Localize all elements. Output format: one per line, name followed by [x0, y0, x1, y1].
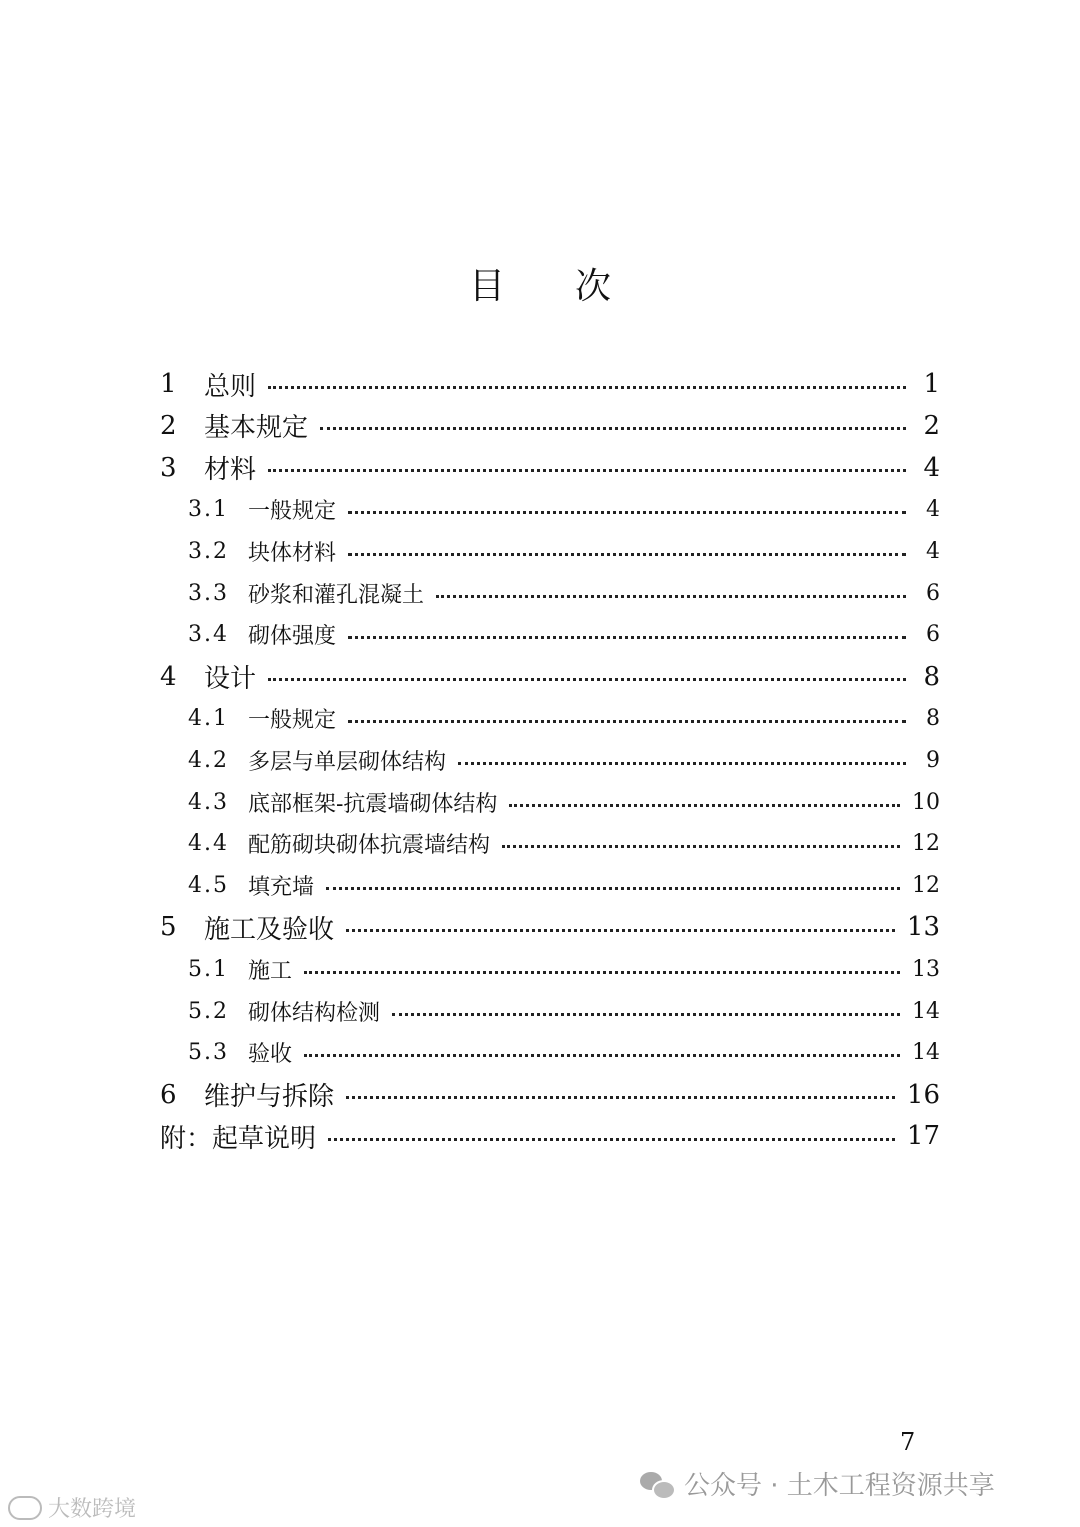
toc-entry-label: 施工及验收: [204, 914, 335, 945]
toc-entry[interactable]: [160, 740, 940, 780]
toc-entry-page: 6: [926, 622, 940, 648]
toc-entry[interactable]: [160, 866, 940, 906]
toc-entry[interactable]: [160, 991, 940, 1031]
toc-entry-page: 1: [923, 369, 940, 399]
toc-leader-dots: [304, 969, 900, 974]
toc-entry-page: 12: [912, 873, 940, 899]
toc-entry-label: 配筋砌块砌体抗震墙结构: [248, 833, 491, 859]
toc-entry-page: 4: [926, 496, 940, 522]
toc-entry-page: 16: [906, 1079, 940, 1110]
toc-entry-label: 砌体强度: [248, 624, 337, 650]
toc-leader-dots: [509, 802, 900, 807]
toc-entry-label: 砌体结构检测: [248, 1000, 381, 1026]
toc-leader-dots: [348, 634, 906, 639]
toc-leader-dots: [346, 927, 895, 932]
toc-leader-dots: [326, 885, 900, 890]
toc-entry-label: 维护与拆除: [204, 1082, 335, 1113]
toc-entry[interactable]: [160, 1033, 940, 1073]
toc-entry-page: 8: [926, 705, 940, 731]
toc-entry[interactable]: [160, 615, 940, 655]
toc-entry-number: 3.1: [188, 496, 229, 522]
toc-leader-dots: [502, 843, 900, 848]
toc-leader-dots: [348, 509, 906, 514]
toc-entry[interactable]: [160, 364, 940, 404]
brand-text: 大数跨境: [48, 1497, 137, 1522]
toc-entry-number: 4: [160, 661, 177, 692]
toc-entry-page: 13: [912, 956, 940, 982]
toc-leader-dots: [320, 425, 906, 430]
toc-entry-number: 3: [160, 452, 177, 483]
toc-entry-number: 3.2: [188, 538, 229, 564]
watermark: [640, 1465, 995, 1502]
toc-entry-page: 13: [906, 912, 940, 943]
toc-leader-dots: [328, 1136, 895, 1141]
toc-entry[interactable]: [160, 782, 940, 822]
toc-entry-label: 施工: [248, 958, 293, 984]
toc-leader-dots: [304, 1052, 900, 1057]
toc-entry[interactable]: [160, 949, 940, 989]
toc-entry[interactable]: [160, 698, 940, 738]
toc-entry-page: 12: [912, 831, 940, 857]
toc-entry-label: 砂浆和灌孔混凝土: [248, 582, 425, 608]
toc-entry[interactable]: [160, 1075, 940, 1115]
toc-entry-label: 一般规定: [248, 498, 337, 524]
toc-entry-number: 3.4: [188, 622, 229, 648]
toc-entry-page: 6: [926, 580, 940, 606]
toc-leader-dots: [268, 467, 906, 472]
toc-entry-label: 填充墙: [248, 875, 315, 901]
toc-entry-number: 3.3: [188, 580, 229, 606]
toc-leader-dots: [346, 1094, 895, 1099]
brand-logo-icon: [8, 1496, 42, 1520]
toc-leader-dots: [392, 1011, 900, 1016]
toc-entry-label: 验收: [248, 1042, 293, 1068]
toc-entry-label: 基本规定: [204, 413, 309, 444]
toc-entry-page: 14: [912, 998, 940, 1024]
page-number: 7: [900, 1428, 916, 1456]
toc-entry[interactable]: [160, 907, 940, 947]
toc-leader-dots: [348, 718, 906, 723]
toc-leader-dots: [268, 384, 906, 389]
toc-leader-dots: [348, 551, 906, 556]
toc-entry[interactable]: [160, 489, 940, 529]
toc-entry[interactable]: [160, 448, 940, 488]
toc-entry-page: 4: [923, 452, 940, 483]
toc-entry-number: 5.1: [188, 956, 229, 982]
toc-entry[interactable]: [160, 657, 940, 697]
toc-entry-page: 8: [923, 661, 940, 692]
toc-entry-number: 5.2: [188, 998, 229, 1024]
toc-entry-number: 4.4: [188, 831, 229, 857]
toc-entry-page: 2: [923, 410, 940, 441]
toc-leader-dots: [268, 676, 906, 681]
brand-watermark: [8, 1492, 136, 1523]
watermark-text: 公众号 · 土木工程资源共享: [684, 1471, 995, 1501]
toc-entry-number: 4.3: [188, 789, 229, 815]
toc-entry-number: 4.1: [188, 705, 229, 731]
toc-entry[interactable]: [160, 406, 940, 446]
toc-leader-dots: [458, 760, 906, 765]
toc-entry-number: 4.5: [188, 873, 229, 899]
toc-entry-page: 10: [912, 789, 940, 815]
toc-entry-page: 17: [906, 1121, 940, 1152]
toc-entry-label: 材料: [204, 455, 257, 486]
wechat-icon: [640, 1470, 674, 1498]
toc-entry-number: 5.3: [188, 1040, 229, 1066]
toc-entry-number: 2: [160, 410, 177, 441]
toc-entry-page: 14: [912, 1040, 940, 1066]
page-title: 目次: [468, 266, 681, 307]
toc-entry-label: 底部框架-抗震墙砌体结构: [248, 791, 498, 817]
toc-entry-label: 附：起草说明: [160, 1123, 317, 1154]
toc-entry-page: 9: [926, 747, 940, 773]
toc-entry[interactable]: [160, 531, 940, 571]
toc-entry-label: 多层与单层砌体结构: [248, 749, 447, 775]
toc-entry-label: 一般规定: [248, 707, 337, 733]
toc-entry[interactable]: [160, 573, 940, 613]
toc-entry-label: 块体材料: [248, 540, 337, 566]
toc-entry-page: 4: [926, 538, 940, 564]
toc-entry-number: 1: [160, 369, 177, 399]
toc-entry-label: 设计: [204, 664, 257, 695]
toc-entry-number: 4.2: [188, 747, 229, 773]
toc-entry-label: 总则: [204, 371, 257, 402]
toc-leader-dots: [436, 593, 906, 598]
toc-entry[interactable]: [160, 1116, 940, 1156]
toc-entry-number: 6: [160, 1079, 177, 1110]
toc-entry[interactable]: [160, 824, 940, 864]
toc-entry-number: 5: [160, 912, 177, 943]
